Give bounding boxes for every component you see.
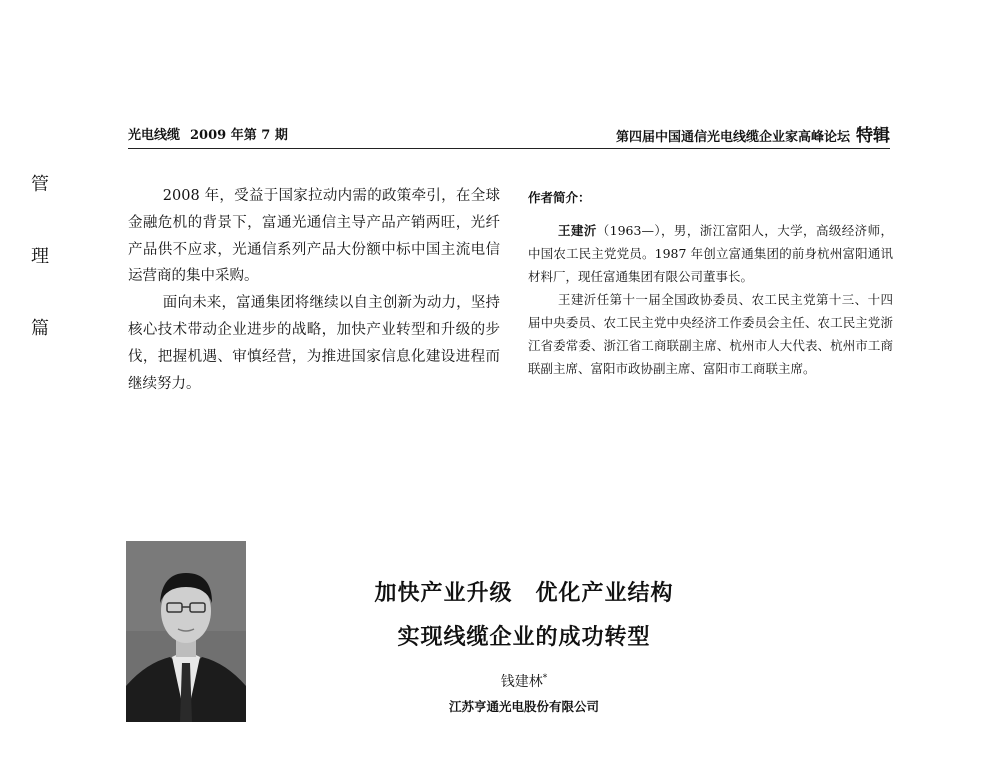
- article-title-line2: 实现线缆企业的成功转型: [397, 625, 651, 650]
- sidebar-char: 篇: [31, 318, 49, 339]
- left-column: [128, 183, 500, 397]
- running-header-left: [128, 124, 288, 143]
- author-bio-paragraph: 王建沂任第十一届全国政协委员、农工民主党第十三、十四届中央委员、农工民主党中央经济工作委员会主任、农工民主党浙江省委常委、浙江省工商联副主席、杭州市人大代表、杭州市工商联副主席、富阳市政协副主席、富阳市工商联主席。: [528, 292, 893, 376]
- special-tag: 特辑: [856, 126, 890, 146]
- author-affiliation: 江苏亨通光电股份有限公司: [448, 699, 599, 714]
- bio-name: 王建沂: [558, 223, 597, 238]
- bio-text: （1963—），男，浙江富阳人，大学，高级经济师，中国农工民主党党员。1987 年创立富通集团的前身杭州富阳通讯材料厂，现任富通集团有限公司董事长。: [528, 223, 893, 284]
- issue-number: 2009 年第 7 期: [190, 128, 288, 143]
- author-photo: [126, 541, 246, 722]
- author-footnote-mark: *: [542, 673, 548, 684]
- article-title-line1: 加快产业升级 优化产业结构: [374, 581, 674, 606]
- author-name: 钱建林: [500, 674, 543, 690]
- author-bio-heading: 作者简介：: [528, 190, 591, 205]
- portrait-image: [126, 541, 246, 722]
- forum-name: 第四届中国通信光电线缆企业家高峰论坛: [615, 130, 850, 145]
- body-paragraph: 2008 年，受益于国家拉动内需的政策牵引，在全球金融危机的背景下，富通光通信主导产品产销两旺，光纤产品供不应求，光通信系列产品大份额中标中国主流电信运营商的集中采购。: [128, 188, 500, 285]
- author-bio-paragraph: [528, 219, 893, 288]
- journal-name: 光电线缆: [128, 128, 181, 143]
- sidebar-char: 管: [31, 174, 49, 195]
- body-paragraph: 面向未来，富通集团将继续以自主创新为动力，坚持核心技术带动企业进步的战略，加快产业转型和升级的步伐，把握机遇、审慎经营，为推进国家信息化建设进程而继续努力。: [128, 295, 500, 392]
- author-bio: [528, 186, 893, 380]
- header-rule: [128, 148, 890, 149]
- sidebar-char: 理: [31, 246, 49, 267]
- article-author: [300, 671, 748, 691]
- section-sidebar: [28, 172, 52, 388]
- running-header-right: [616, 121, 890, 146]
